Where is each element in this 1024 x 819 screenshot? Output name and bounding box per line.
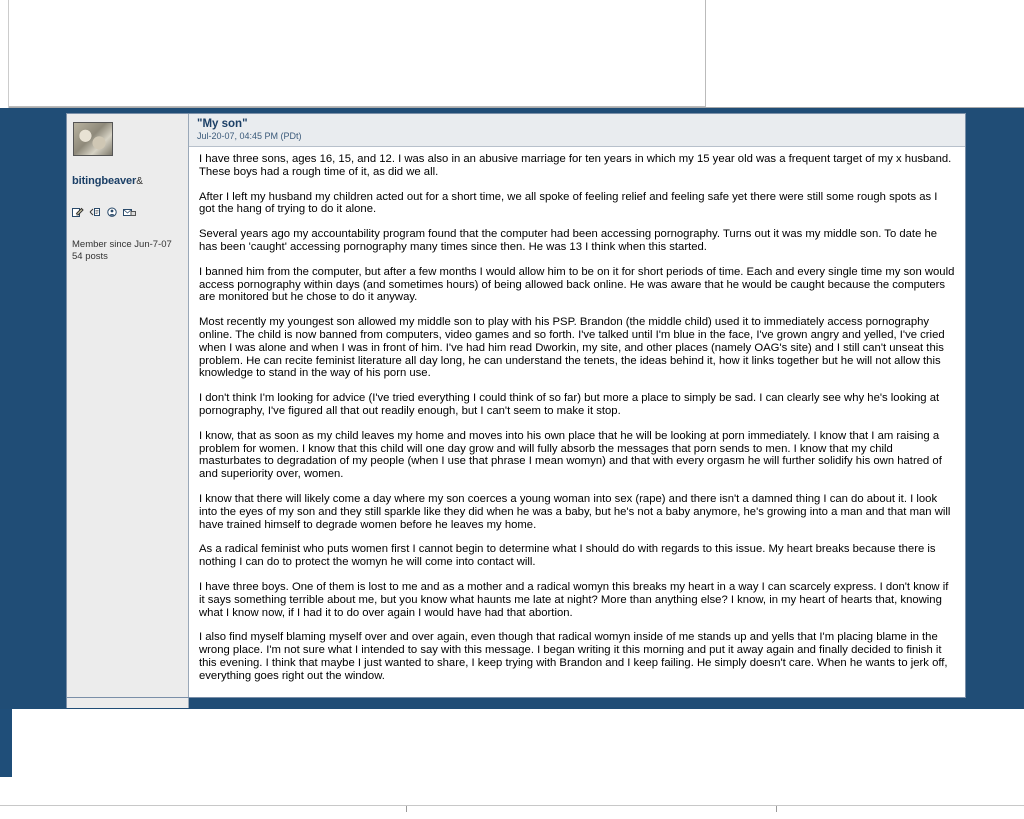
- author-username[interactable]: [72, 175, 182, 187]
- profile-icon[interactable]: [106, 207, 118, 218]
- post-paragraph: As a radical feminist who puts women first I cannot begin to determine what I should do with regards to this issue. My heart breaks because there is nothing I can do to protect the womyn he will come into contact will.: [199, 543, 936, 569]
- post-timestamp: Jul-20-07, 04:45 PM (PDt): [197, 131, 302, 141]
- browser-chrome-top: [0, 0, 1024, 108]
- edit-post-icon[interactable]: [72, 207, 84, 218]
- post-paragraph: Most recently my youngest son allowed my middle son to play with his PSP. Brandon (the middle child) used it to immediately access pornography online. The child is now banned from computers, video games and so forth. I've talked until I'm blue in the face, I've grown angry and yelled, I've cried when I was alone and when I was in front of him. I've had him read Dworkin, my site, and other places (namely OAG's site) and I still can't unseat this problem. He can recite feminist literature all day long, he can understand the tenets, the ideas behind it, how it links together but he will not allow this knowledge to stand in the way of his porn use.: [199, 316, 945, 380]
- post-paragraph: I know that there will likely come a day where my son coerces a young woman into sex (rape) and there isn't a damned thing I can do about it. I look into the eyes of my son and they still sparkle like they did when he was a baby, but he's not a baby anymore, he's growing into a man and that man will have trained himself to degrade women before he leaves my home.: [199, 492, 951, 531]
- post-title: "My son": [197, 118, 248, 130]
- post-author-panel: [67, 114, 189, 697]
- screen-bottom-edge: [0, 812, 1024, 819]
- post-count: 54 posts: [72, 251, 108, 262]
- member-since: Member since Jun-7-07: [72, 239, 172, 250]
- post-paragraph: I have three boys. One of them is lost to me and as a mother and a radical womyn this breaks my heart in a way I can scarcely express. I don't know if it says something terrible about me, but you know what haunts me late at night? More than anything else? I know, in my heart of hearts that, knowing what I know now, if I had it to do over again I would have had that abortion.: [199, 580, 949, 619]
- post-paragraph: I also find myself blaming myself over and over again, even though that radical womyn inside of me stands up and yells that I'm placing blame in the wrong place. I'm not sure what I intended to say with this message. I began writing it this morning and put it away again and finally decided to finish it this evening. I think that maybe I just wanted to share, I keep trying with Brandon and I keep failing. He simply doesn't care. When he wants to jerk off, everything goes right out the window.: [199, 631, 948, 682]
- author-username-suffix: &: [136, 176, 143, 187]
- lower-left-blue-edge: [0, 709, 12, 777]
- post-paragraph: After I left my husband my children acted out for a short time, we all spoke of feeling relief and feeling safe yet there were still some rough spots as I got the hang of trying to do it alone.: [199, 190, 938, 216]
- avatar[interactable]: [73, 122, 113, 156]
- forum-post: [66, 113, 966, 698]
- quote-icon[interactable]: [89, 207, 101, 218]
- post-paragraph: I don't think I'm looking for advice (I've tried everything I could think of so far) but more a place to simply be sad. I can clearly see why he's looking at pornography, I've figured all that out readily enough, but I can't seem to make it stop.: [199, 392, 940, 417]
- taskbar-spacer: [0, 800, 1024, 804]
- post-paragraph: Several years ago my accountability program found that the computer had been accessing pornography. Turns out it was my middle son. To date he has been 'caught' accessing pornography many times since then. He was 13 I think when this started.: [199, 228, 938, 253]
- author-member-info: [72, 239, 182, 263]
- author-username-text: bitingbeaver: [72, 175, 137, 187]
- post-paragraph: I know, that as soon as my child leaves my home and moves into his own place that he will be looking at porn immediately. I know that I am raising a problem for women. I know that this child will one day grow and will fully absorb the messages that porn sends to men. I know that my child masturbates to degradation of my people (when I use that phrase I mean womyn) and that with every orgasm he will further solidify his own hatred of and superiority over, women.: [199, 429, 942, 481]
- post-content-panel: [189, 114, 965, 697]
- message-icon[interactable]: [123, 207, 135, 218]
- chrome-left-edge: [0, 0, 9, 108]
- post-paragraph: I banned him from the computer, but after a few months I would allow him to be on it for short periods of time. Each and every single time my son would access pornography within days (and sometimes hours) of being allowed back online. He was aware that he would be caught because the computers are monitored but he chose to do it anyway.: [199, 265, 955, 304]
- post-body: [189, 147, 965, 697]
- author-action-icons: [72, 207, 182, 218]
- post-header: [189, 114, 965, 147]
- post-paragraph: I have three sons, ages 16, 15, and 12. I was also in an abusive marriage for ten years in which my 15 year old was a frequent target of my x husband. These boys had a rough time of it, as did we all.: [199, 153, 952, 178]
- chrome-content-area: [0, 0, 706, 107]
